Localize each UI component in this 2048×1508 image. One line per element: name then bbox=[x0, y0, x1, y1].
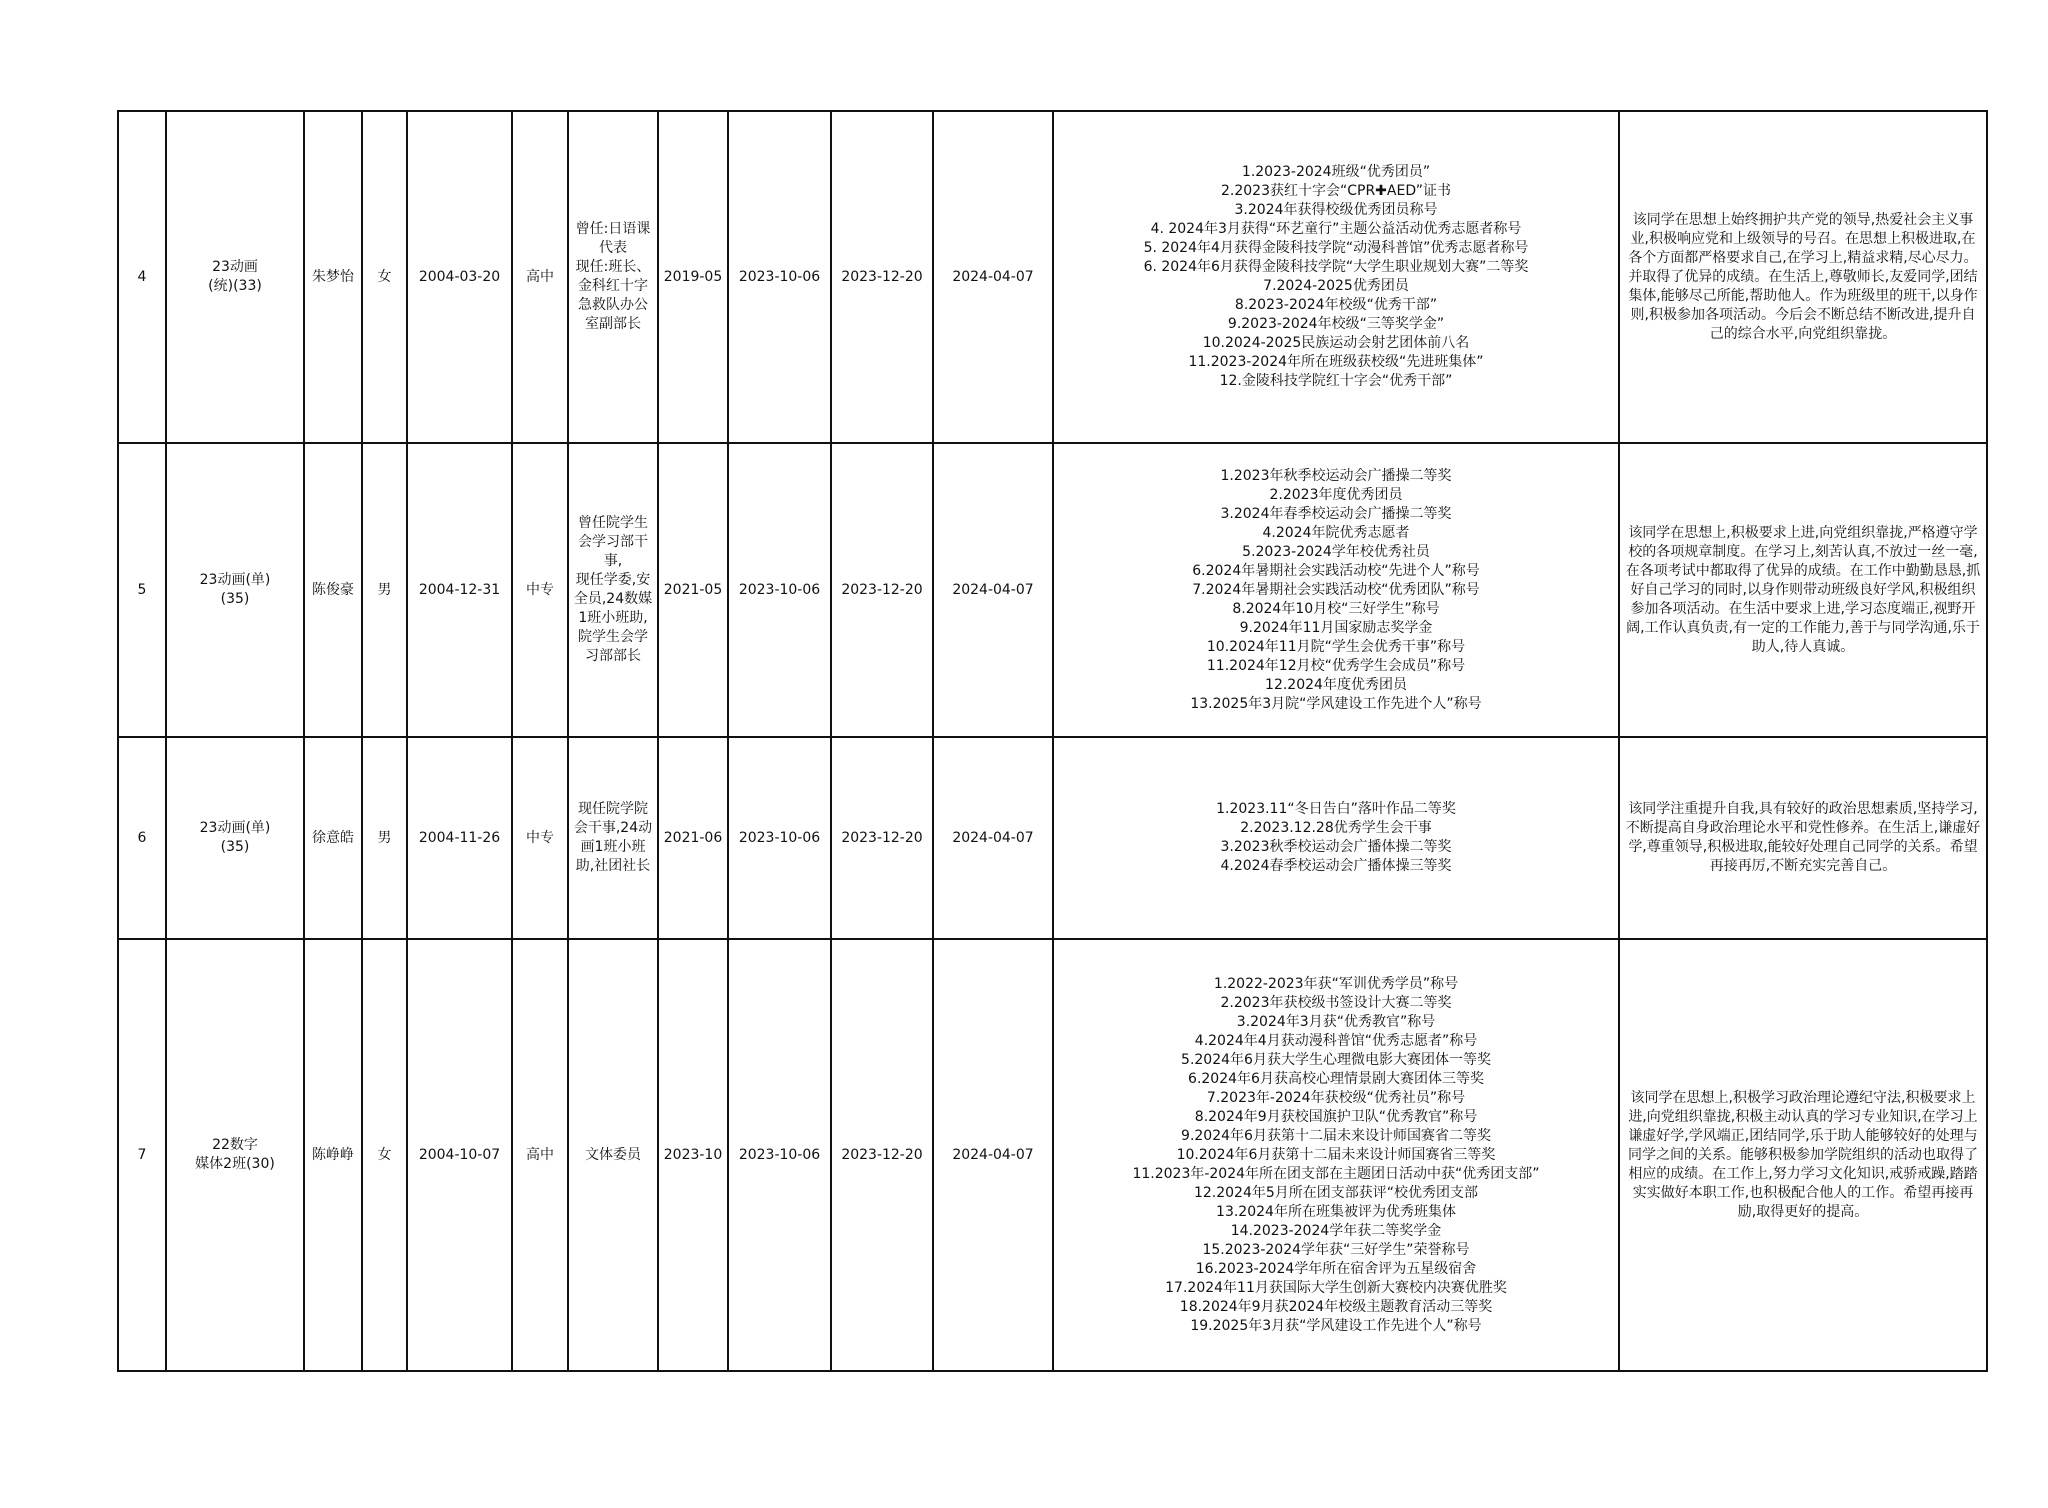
award-item: 1.2023.11“冬日告白”落叶作品二等奖 bbox=[1216, 801, 1456, 817]
table-row bbox=[118, 111, 1987, 443]
award-item: 14.2023-2024学年获二等奖学金 bbox=[1230, 1222, 1442, 1239]
table-row bbox=[118, 939, 1987, 1371]
gender-cell: 男 bbox=[362, 443, 407, 737]
award-item: 4.2024春季校运动会广播体操三等奖 bbox=[1220, 858, 1452, 874]
row-number-cell: 5 bbox=[118, 443, 166, 737]
education-level-cell: 高中 bbox=[512, 939, 568, 1371]
class-name-cell: 23动画 (统)(33) bbox=[166, 111, 304, 443]
birth-date-cell: 2004-11-26 bbox=[407, 737, 512, 939]
birth-date-cell: 2004-03-20 bbox=[407, 111, 512, 443]
award-item: 3.2024年春季校运动会广播操二等奖 bbox=[1220, 505, 1452, 522]
training-date-cell: 2024-04-07 bbox=[933, 737, 1053, 939]
award-item: 5.2023-2024学年校优秀社员 bbox=[1242, 543, 1430, 560]
award-item: 13.2025年3月院“学风建设工作先进个人”称号 bbox=[1190, 695, 1482, 712]
education-level-cell: 高中 bbox=[512, 111, 568, 443]
award-item: 18.2024年9月获2024年校级主题教育活动三等奖 bbox=[1179, 1298, 1493, 1315]
award-item: 13.2024年所在班集被评为优秀班集体 bbox=[1216, 1203, 1456, 1220]
award-item: 7.2023年-2024年获校级“优秀社员”称号 bbox=[1206, 1089, 1466, 1106]
award-item: 5. 2024年4月获得金陵科技学院“动漫科普馆”优秀志愿者称号 bbox=[1143, 240, 1529, 256]
award-item: 12.2024年5月所在团支部获评“校优秀团支部 bbox=[1193, 1184, 1479, 1201]
application-date-cell: 2023-10-06 bbox=[728, 939, 831, 1371]
award-item: 17.2024年11月获国际大学生创新大赛校内决赛优胜奖 bbox=[1165, 1279, 1507, 1296]
award-item: 1.2023-2024班级“优秀团员” bbox=[1241, 164, 1431, 180]
training-date-cell: 2024-04-07 bbox=[933, 443, 1053, 737]
awards-cell bbox=[1053, 939, 1619, 1371]
student-roster-table bbox=[117, 110, 1988, 1372]
award-item: 15.2023-2024学年获“三好学生”荣誉称号 bbox=[1202, 1241, 1470, 1258]
position-held-cell: 曾任院学生会学习部干事, 现任学委,安全员,24数媒1班小班助,院学生会学习部部长 bbox=[568, 443, 658, 737]
position-held-cell: 曾任:日语课代表 现任:班长、金科红十字急救队办公室副部长 bbox=[568, 111, 658, 443]
birth-date-cell: 2004-10-07 bbox=[407, 939, 512, 1371]
award-item: 2.2023年获校级书签设计大赛二等奖 bbox=[1220, 994, 1452, 1011]
award-item: 12.2024年度优秀团员 bbox=[1265, 676, 1407, 693]
birth-date-cell: 2004-12-31 bbox=[407, 443, 512, 737]
award-item: 10.2024年6月获第十二届未来设计师国赛省三等奖 bbox=[1176, 1146, 1496, 1163]
award-item: 9.2024年11月国家励志奖学金 bbox=[1239, 619, 1433, 636]
award-item: 2.2023获红十字会“CPR✚AED”证书 bbox=[1221, 183, 1451, 199]
award-item: 1.2023年秋季校运动会广播操二等奖 bbox=[1220, 467, 1452, 484]
league-join-date-cell: 2021-05 bbox=[658, 443, 728, 737]
evaluation-cell: 该同学在思想上,积极学习政治理论遵纪守法,积极要求上进,向党组织靠拢,积极主动认真的学习专业知识,在学习上谦虚好学,学风端正,团结同学,乐于助人能够较好的处理与同学之间的关系。能够积极参加学院组织的活动也取得了相应的成绩。在工作上,努力学习文化知识,戒骄戒躁,踏踏实实做好本职工作,也积极配合他人的工作。希望再接再励,取得更好的提高。 bbox=[1619, 939, 1987, 1371]
award-item: 16.2023-2024学年所在宿舍评为五星级宿舍 bbox=[1195, 1260, 1477, 1277]
class-name-cell: 23动画(单) (35) bbox=[166, 443, 304, 737]
award-item: 11.2023-2024年所在班级获校级“先进班集体” bbox=[1188, 354, 1484, 370]
activist-date-cell: 2023-12-20 bbox=[831, 737, 933, 939]
training-date-cell: 2024-04-07 bbox=[933, 939, 1053, 1371]
position-held-cell: 文体委员 bbox=[568, 939, 658, 1371]
class-name-cell: 22数字 媒体2班(30) bbox=[166, 939, 304, 1371]
application-date-cell: 2023-10-06 bbox=[728, 111, 831, 443]
award-item: 12.金陵科技学院红十字会“优秀干部” bbox=[1219, 373, 1453, 389]
award-item: 4.2024年院优秀志愿者 bbox=[1262, 524, 1410, 541]
awards-cell bbox=[1053, 737, 1619, 939]
evaluation-cell: 该同学注重提升自我,具有较好的政治思想素质,坚持学习,不断提高自身政治理论水平和党性修养。在生活上,谦虚好学,尊重领导,积极进取,能较好处理自己同学的关系。希望再接再厉,不断充实完善自己。 bbox=[1619, 737, 1987, 939]
award-item: 7.2024-2025优秀团员 bbox=[1263, 278, 1409, 294]
award-item: 11.2023年-2024年所在团支部在主题团日活动中获“优秀团支部” bbox=[1132, 1165, 1540, 1182]
award-item: 1.2022-2023年获“军训优秀学员”称号 bbox=[1213, 975, 1459, 992]
application-date-cell: 2023-10-06 bbox=[728, 443, 831, 737]
award-item: 3.2023秋季校运动会广播体操二等奖 bbox=[1220, 839, 1452, 855]
education-level-cell: 中专 bbox=[512, 737, 568, 939]
league-join-date-cell: 2019-05 bbox=[658, 111, 728, 443]
award-item: 9.2024年6月获第十二届未来设计师国赛省二等奖 bbox=[1181, 1127, 1491, 1144]
award-item: 2.2023年度优秀团员 bbox=[1269, 486, 1403, 503]
row-number-cell: 6 bbox=[118, 737, 166, 939]
award-item: 10.2024年11月院“学生会优秀干事”称号 bbox=[1206, 638, 1466, 655]
education-level-cell: 中专 bbox=[512, 443, 568, 737]
evaluation-cell: 该同学在思想上始终拥护共产党的领导,热爱社会主义事业,积极响应党和上级领导的号召。在思想上积极进取,在各个方面都严格要求自己,在学习上,精益求精,尽心尽力。并取得了优异的成绩。在生活上,尊敬师长,友爱同学,团结集体,能够尽己所能,帮助他人。作为班级里的班干,以身作则,积极参加各项活动。今后会不断总结不断改进,提升自己的综合水平,向党组织靠拢。 bbox=[1619, 111, 1987, 443]
activist-date-cell: 2023-12-20 bbox=[831, 939, 933, 1371]
student-name-cell: 朱梦怡 bbox=[304, 111, 362, 443]
evaluation-cell: 该同学在思想上,积极要求上进,向党组织靠拢,严格遵守学校的各项规章制度。在学习上,刻苦认真,不放过一丝一毫,在各项考试中都取得了优异的成绩。在工作中勤勤恳恳,抓好自己学习的同时,以身作则带动班级良好学风,积极组织参加各项活动。在生活中要求上进,学习态度端正,视野开阔,工作认真负责,有一定的工作能力,善于与同学沟通,乐于助人,待人真诚。 bbox=[1619, 443, 1987, 737]
award-item: 6. 2024年6月获得金陵科技学院“大学生职业规划大赛”二等奖 bbox=[1143, 259, 1529, 275]
award-item: 6.2024年6月获高校心理情景剧大赛团体三等奖 bbox=[1188, 1070, 1484, 1087]
student-name-cell: 徐意皓 bbox=[304, 737, 362, 939]
row-number-cell: 7 bbox=[118, 939, 166, 1371]
awards-cell bbox=[1053, 443, 1619, 737]
award-item: 10.2024-2025民族运动会射艺团体前八名 bbox=[1202, 335, 1470, 351]
award-item: 6.2024年暑期社会实践活动校“先进个人”称号 bbox=[1192, 562, 1480, 579]
award-item: 8.2023-2024年校级“优秀干部” bbox=[1234, 297, 1438, 313]
training-date-cell: 2024-04-07 bbox=[933, 111, 1053, 443]
row-number-cell: 4 bbox=[118, 111, 166, 443]
application-date-cell: 2023-10-06 bbox=[728, 737, 831, 939]
gender-cell: 女 bbox=[362, 939, 407, 1371]
award-item: 4.2024年4月获动漫科普馆“优秀志愿者”称号 bbox=[1194, 1032, 1478, 1049]
league-join-date-cell: 2021-06 bbox=[658, 737, 728, 939]
student-name-cell: 陈峥峥 bbox=[304, 939, 362, 1371]
awards-cell bbox=[1053, 111, 1619, 443]
gender-cell: 男 bbox=[362, 737, 407, 939]
award-item: 3.2024年3月获“优秀教官”称号 bbox=[1236, 1013, 1436, 1030]
gender-cell: 女 bbox=[362, 111, 407, 443]
award-item: 9.2023-2024年校级“三等奖学金” bbox=[1227, 316, 1445, 332]
class-name-cell: 23动画(单) (35) bbox=[166, 737, 304, 939]
award-item: 4. 2024年3月获得“环艺童行”主题公益活动优秀志愿者称号 bbox=[1150, 221, 1522, 237]
activist-date-cell: 2023-12-20 bbox=[831, 111, 933, 443]
league-join-date-cell: 2023-10 bbox=[658, 939, 728, 1371]
position-held-cell: 现任院学院会干事,24动画1班小班助,社团社长 bbox=[568, 737, 658, 939]
award-item: 3.2024年获得校级优秀团员称号 bbox=[1234, 202, 1438, 218]
award-item: 11.2024年12月校“优秀学生会成员”称号 bbox=[1206, 657, 1466, 674]
award-item: 5.2024年6月获大学生心理微电影大赛团体一等奖 bbox=[1181, 1051, 1491, 1068]
activist-date-cell: 2023-12-20 bbox=[831, 443, 933, 737]
table-row bbox=[118, 737, 1987, 939]
award-item: 2.2023.12.28优秀学生会干事 bbox=[1240, 820, 1432, 836]
table-row bbox=[118, 443, 1987, 737]
award-item: 7.2024年暑期社会实践活动校“优秀团队”称号 bbox=[1192, 581, 1480, 598]
award-item: 8.2024年10月校“三好学生”称号 bbox=[1232, 600, 1440, 617]
award-item: 19.2025年3月获“学风建设工作先进个人”称号 bbox=[1190, 1317, 1482, 1334]
award-item: 8.2024年9月获校国旗护卫队“优秀教官”称号 bbox=[1194, 1108, 1478, 1125]
student-name-cell: 陈俊豪 bbox=[304, 443, 362, 737]
